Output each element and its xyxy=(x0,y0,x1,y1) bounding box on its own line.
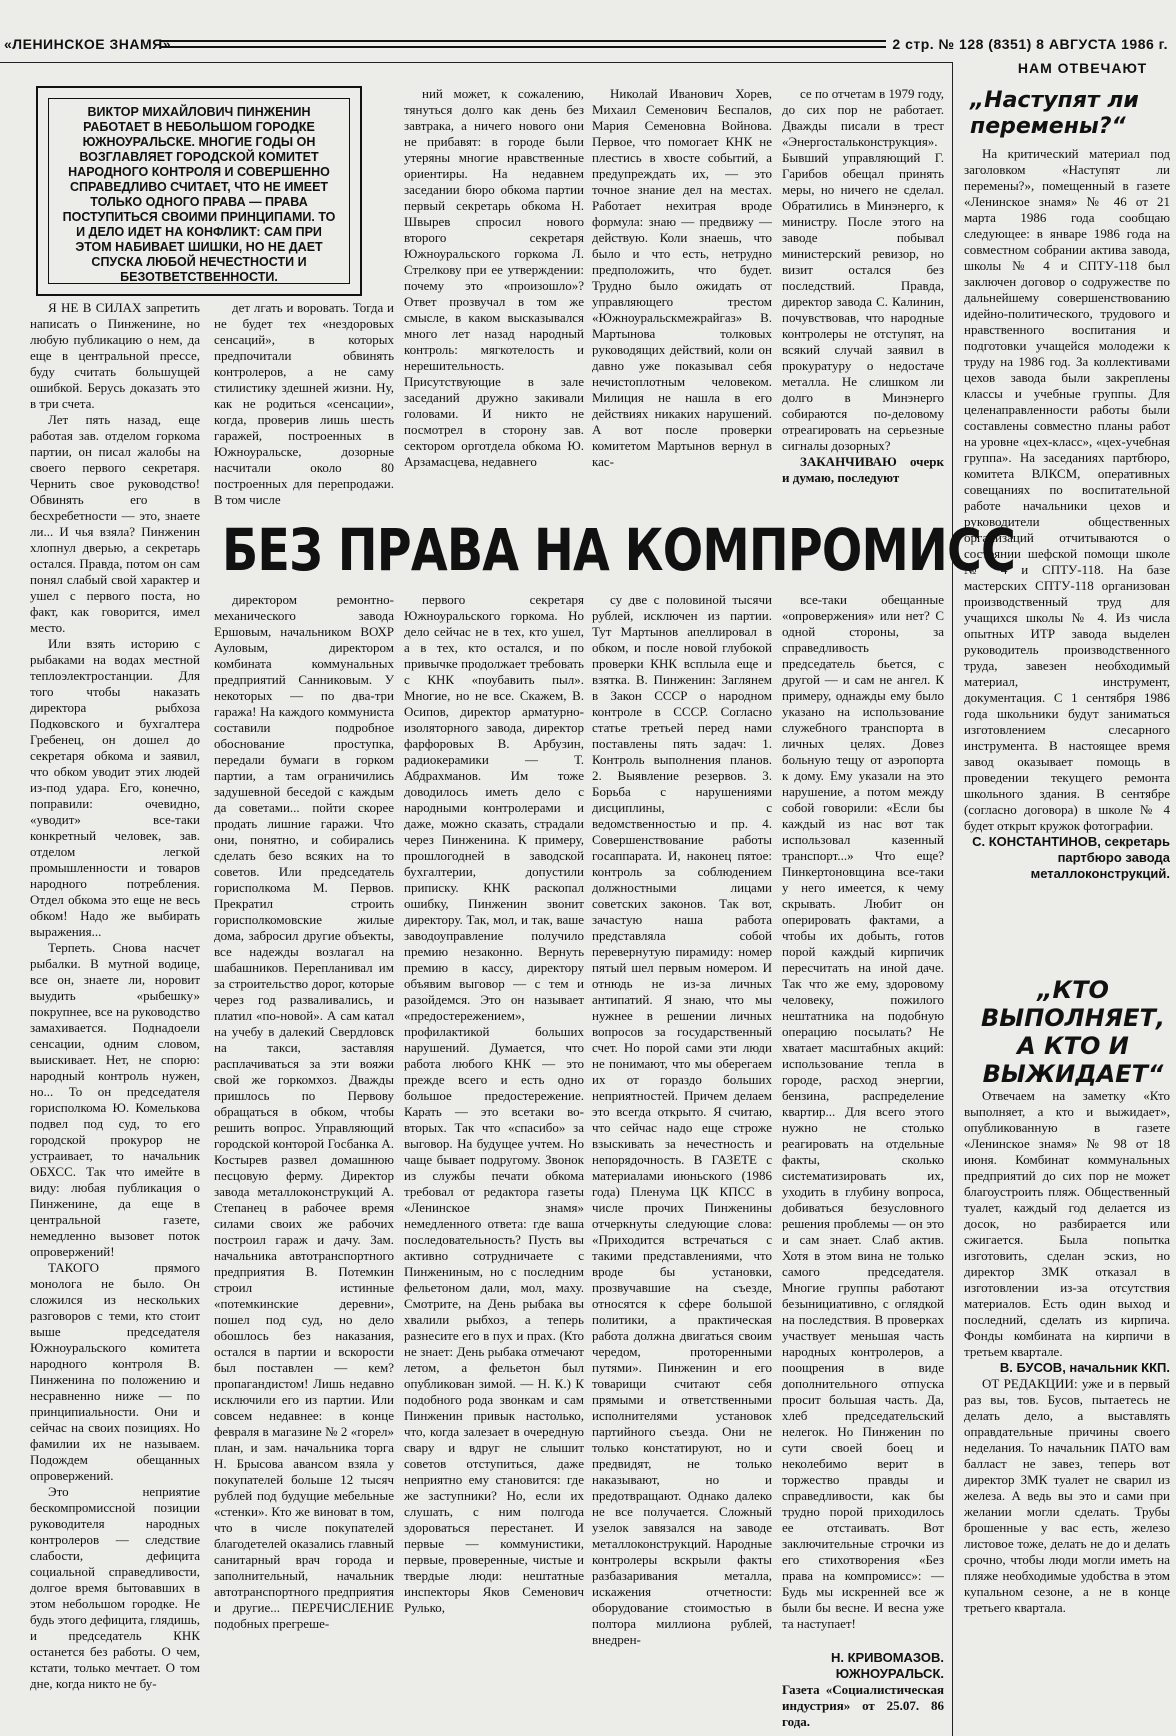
article-column-4-top xyxy=(592,86,772,506)
sidebar-paragraph: Отвечаем на заметку «Кто выполняет, а кто и выжидает», опубликованную в газете «Ленинское знамя» № 98 от 18 июня. Комбинат коммунальных предприятий до сих пор не может благоустроить пляж. Общественный туалет, каждый год делается из досок, но разбирается или сжигается. Была попытка изготовить, сделан эскиз, но директор ЗМК отказал в изготовлении из-за отсутствия материалов. Есть один выход и последний, сделать из кирпича. Фонды комбината на кирпичи в третьем квартале. xyxy=(964,1088,1170,1359)
sidebar-paragraph: На критический материал под заголовком «Наступят ли перемены?», помещенный в газете «Ленинское знамя» № 46 от 21 марта 1986 года сообщаю следующее: в январе 1986 года на совместном собрании актива завода, школы № 4 и СПТУ-118 был заключен договор о содружестве по дальнейшему совершенствованию идейно-политического, трудового и нравственного воспитания и подготовки учащейся молодежи к труду на 1986 год. За коллективами цехов завода были закреплены классы и учебные группы. Для целенаправленности работы были составлены совместно планы работ на уровне «цех-класс», «цех-учебная группа». На заседаниях партбюро, комитета ВЛКСМ, оперативных совещаниях по воспитательной работе начальники цехов и руководители общественных организаций отчитываются о состоянии шефской помощи школе № 4 и СПТУ-118. На базе мастерских СПТУ-118 организован производственный труд для учащихся школы № 4. Из числа опытных ИТР завода выделен руководитель производственного труда, завезен необходимый материал, инструмент, документация. С 1 сентября 1986 года школьники будут заниматься изготовлением слесарного инструмента. В настоящее время завод оказывает помощь в проведении текущего ремонта школьного здания. В сентябре (согласно договора) в школе № 4 будет открыт кружок фотографии. xyxy=(964,146,1170,833)
article-paragraph: ний может, к сожалению, тянуться долго как день без завтрака, а ничего нового они не прибавят: в городе были утеряны многие нравственные ориентиры. На недавнем заседании бюро обкома партии первый секретарь обкома Н. Швырев спросил нового второго секретаря Южноуральского горкома Л. Стрелкову при ее утверждении: почему это «произошло»? Ответ прозвучал в том же смысле, в каком высказывался много лет назад народный контроль: мягкотелость и нерешительность. Присутствующие в зале заседаний дружно закивали головами. И никто не посмотрел в сторону зав. сектором орготдела обкома Ю. Арзамасцева, недавнего xyxy=(404,86,584,469)
article-column-1 xyxy=(30,300,200,1736)
article-paragraph: Лет пять назад, еще работая зав. отделом горкома партии, он писал жалобы на своего первого секретаря. Чернить свое руководство! Обвинять его в бесхребетности — это, знаете ли... И чья взяла? Пинженин хлопнул дверью, а секретарь остался. Правда, потом он сам понял слабый свой характер и ушел с первого поста, но факт, как говорится, имел место. xyxy=(30,412,200,635)
article-column-5-top xyxy=(782,86,944,506)
sidebar-header: НАМ ОТВЕЧАЮТ xyxy=(1017,60,1148,76)
sidebar-title-2: „КТО ВЫПОЛНЯЕТ, А КТО И ВЫЖИДАЕТ“ xyxy=(980,976,1166,1088)
article-column-3-bottom xyxy=(404,592,584,1736)
article-paragraph: Я НЕ В СИЛАХ запретить написать о Пинженине, но любую публикацию о нем, да еще в центральной прессе, буду считать большущей ошибкой. Берусь доказать это в три счета. xyxy=(30,300,200,411)
masthead xyxy=(0,30,1176,54)
article-column-4-bottom xyxy=(592,592,772,1736)
sidebar-body-2 xyxy=(964,1088,1170,1736)
column-divider xyxy=(952,62,953,1736)
masthead-rule xyxy=(160,40,886,48)
article-paragraph: дет лгать и воровать. Тогда и не будет тех «нездоровых сенсаций», в которых предпочитали обвинять контролеров, а не саму стилистику здешней жизни. Ну, как не родиться «сенсации», когда, проверив лишь шесть гаражей, построенных в Южноуральске, дозорные насчитали около 80 построенных для перепродажи. В том числе xyxy=(214,300,394,506)
article-column-5-bottom xyxy=(782,592,944,1642)
author-signature: Н. КРИВОМАЗОВ. ЮЖНОУРАЛЬСК. xyxy=(830,1650,944,1681)
article-paragraph: все-таки обещанные «опровержения» или нет? С одной стороны, за справедливость председатель бьется, с другой — и сам не ангел. К примеру, однажды ему было указано на использование служебного транспорта в личных целях. Довез больную тещу от аэропорта к дому. Ему указали на это нарушение, а потом между собой говорили: «Если бы каждый из нас вот так использовал казенный транспорт...» Что еще? Пинкертоновщина все-таки у него имеется, к чему скрывать. Любит он оперировать фактами, а чтобы их добыть, готов порой каждый кирпичик пересчитать на иной даче. Так что же ему, здоровому человеку, пожилого нештатника на подобную операцию посылать? Не хватает масштабных акций: использование тепла в городе, расход энергии, бензина, распределение квартир... Для всего этого нужно не столько реагировать на отдельные факты, сколько систематизировать их, уходить в глубину вопроса, добиваться безусловного решения проблемы — он это и сам знает. Слаб актив. Хотя в этом вина не только самого председателя. Многие группы работают безынициативно, с оглядкой на последствия. В проверках участвует меньшая часть народных контролеров, а поощрения в виде дополнительного отпуска просит большая часть. Да, хлеб председательский нелегок. Но Пинженин по сути своей боец и неколебимо верит в торжество правды и справедливости, как бы трудно порой приходилось ее отстаивать. Вот заключительные строчки из его стихотворения «Без права на компромисс»: — Будь мы искренней все ж были бы весне. И весна уже та наступает! xyxy=(782,592,944,1631)
article-paragraph: ЗАКАНЧИВАЮ очерк и думаю, последуют xyxy=(782,454,944,485)
article-paragraph: Терпеть. Снова насчет рыбалки. В мутной водице, все он, знаете ли, норовит выудить «рыбешку» покрупнее, все на руководство замахивается. Поднадоели сенсации, одним словом, выискивает. Нет, не спорю: народный контроль нужен, но... То он председателя горисполкома Ю. Комелькова подвел под суд, то его городской прокурор не устраивает, то начальник ОБХСС. Так что имейте в виду: любая публикация о Пинженине, да еще в центральной газете, немедленно вызовет поток опровержений! xyxy=(30,940,200,1259)
top-rule xyxy=(0,62,952,63)
sidebar-title-1: „Наступят ли перемены?“ xyxy=(970,88,1139,139)
article-paragraph: Это неприятие бескомпромиссной позиции руководителя народных контролеров — следствие слабости, дефицита социальной справедливости, долгое время бытовавших в этом небольшом городке. Не будь этого дефицита, глядишь, и председатель КНК останется без работы. О чем, кстати, только мечтает. О том дне, когда никто не бу- xyxy=(30,1484,200,1691)
masthead-issue: 2 стр. № 128 (8351) 8 АВГУСТА 1986 г. xyxy=(892,36,1168,52)
headline: БЕЗ ПРАВА НА КОМПРОМИСС xyxy=(222,516,1016,584)
sidebar-signature-2: В. БУСОВ, начальник ККП. xyxy=(999,1360,1170,1375)
article-signature-block xyxy=(782,1650,944,1736)
source-note: Газета «Социалистическая индустрия» от 25.07. 86 года. xyxy=(782,1682,944,1729)
sidebar-signature-1: С. КОНСТАНТИНОВ, секретарь партбюро завода металлоконструкций. xyxy=(972,834,1170,881)
lead-box xyxy=(36,86,362,296)
article-paragraph: ТАКОГО прямого монолога не было. Он сложился из нескольких разговоров с теми, кто стоит выше председателя Южноуральского комитета народного контроля В. Пинженина по положению и несравненно ниже — по принципиальности. Они и сейчас на своих позициях. Но фамилии их не называем. Подождем обещанных опровержений. xyxy=(30,1260,200,1483)
article-column-2-bottom xyxy=(214,592,394,1736)
article-paragraph: Или взять историю с рыбаками на водах местной теплоэлектростанции. Для того чтобы наказать директора рыбхоза Подковского и бухгалтера Гребенец, он дошел до секретаря обкома и заявил, что обком уводит этих людей из-под удара. Его, конечно, поправили: очевидно, «уводит» все-таки конкретный человек, зав. отделом легкой промышленности и товаров народного потребления. Отдел обкома это еще не весь обком! Надо же выбирать выражения... xyxy=(30,636,200,939)
article-paragraph: се по отчетам в 1979 году, до сих пор не работает. Дважды писали в трест «Энергостальконструкция». Бывший управляющий Г. Гарибов обещал принять меры, но ничего не сделал. Обратились в Минэнерго, к министру. После этого на заводе побывал министерский ревизор, но визит остался без последствий. Правда, директор завода С. Калинин, почувствовав, что народные контролеры не отступят, на всякий случай заявил в прокуратуру о недостаче металла. Не слишком ли долго в Минэнерго собираются по-деловому отреагировать на серьезные сигналы дозорных? xyxy=(782,86,944,453)
article-paragraph: директором ремонтно-механического завода Ершовым, начальником ВОХР Ауловым, директором комбината коммунальных предприятий Санниковым. У некоторых — по два-три гаража! На каждого коммуниста составили подробное обоснование проступка, передали бумаги в горком партии, а там ограничились задушевной беседой с каждым да советами... пойти скорее продать лишние гаражи. Что они, понятно, и собирались сделать безо всяких на то советов. Или председатель горисполкома М. Первов. Прекратил строить горисполкомовские жилые дома, забросил другие объекты, все надежды возлагал на шабашников. Перепланивал им за строительство дорог, которые через год разваливались, и платил «по-новой». А сам катал на учебу в далекий Свердловск на такси, заставляя расплачиваться за эти вояжи свой же горкомхоз. Дважды пришлось по Первову обращаться в обком, чтобы решить вопрос. Управляющий городской конторой Госбанка А. Костырев развел домашнюю песцовую ферму. Директор завода металлоконструкций А. Степанец в рабочее время силами своих же рабочих построил гараж и дачу. Зам. начальника автотранспортного предприятия В. Потемкин строил истинные «потемкинские деревни», пошел под суд, но дело обошлось без наказания, остался в партии и вскорости был поставлен — кем? пропагандистом! Лишь недавно исключили его из партии. Или совсем недавнее: в конце февраля в магазине № 2 «горел» план, и зам. начальника торга Н. Брысова авансом взяла у покупателей больше 12 тысяч рублей под будущие мебельные «стенки». Кто же виноват в том, что в числе покупателей благодетелей оказались главный санитарный врач города и заполнительный, начальник автотранспортного предприятия и другие... ПЕРЕЧИСЛЕНИЕ подобных прегреше- xyxy=(214,592,394,1631)
article-paragraph: Николай Иванович Хорев, Михаил Семенович Беспалов, Мария Семеновна Войнова. Первое, что помогает КНК не плестись в хвосте событий, а предупреждать их, — это точное знание дел на местах. Работает нехитрая вроде формула: знаю — предвижу — действую. Коли знаешь, что было и что есть, нетрудно предположить, что будет. Трудно было ожидать от управляющего трестом «Южноуральскмежрайгаз» В. Мартынова толковых руководящих действий, коли он давно уже показывал себя нечистоплотным человеком. Милиция не нашла в его действиях никаких нарушений. А вот после проверки комитетом Мартынов вернул в кас- xyxy=(592,86,772,469)
article-column-3-top xyxy=(404,86,584,506)
sidebar-body-1 xyxy=(964,146,1170,922)
lead-text: ВИКТОР МИХАЙЛОВИЧ ПИНЖЕНИН РАБОТАЕТ В НЕБОЛЬШОМ ГОРОДКЕ ЮЖНОУРАЛЬСКЕ. МНОГИЕ ГОДЫ ОН ВОЗГЛАВЛЯЕТ ГОРОДСКОЙ КОМИТЕТ НАРОДНОГО КОНТРОЛЯ И СОВЕРШЕННО СПРАВЕДЛИВО СЧИТАЕТ, ЧТО НЕ ИМЕЕТ ТОЛЬКО ОДНОГО ПРАВА — ПРАВА ПОСТУПИТЬСЯ СВОИМИ ПРИНЦИПАМИ. ТО И ДЕЛО ИДЕТ НА КОНФЛИКТ: САМ ПРИ ЭТОМ НАБИВАЕТ ШИШКИ, НО НЕ ДАЕТ СПУСКА ЛЮБОЙ НЕЧЕСТНОСТИ И БЕЗОТВЕТСТВЕННОСТИ. xyxy=(48,98,350,284)
article-paragraph: первого секретаря Южноуральского горкома. Но дело сейчас не в тех, кто ушел, а в тех, кто остался, и по привычке продолжает требовать с КНК «поубавить пыл». Многие, но не все. Скажем, В. Осипов, директор арматурно-изоляторного завода, директор фарфоровых В. Арбузин, радиокерамики — Т. Абдрахманов. Им тоже доводилось иметь дело с народными контролерами и даже, можно сказать, страдали через Пинженина. К примеру, прошлогодней в заводской бухгалтерии, допустили приписку. КНК раскопал ошибку, Пинженин звонит директору. Так, мол, и так, ваше заводоуправление получило премию незаконно. Вернуть премию в кассу, директору объявим выговор — с тем и разойдемся. Это он называет «предостережением», профилактикой больших нарушений. Думается, что работа любого КНК — это прежде всего и есть одно большое предостережение. Карать — это всетаки во-вторых. Так что «спасибо» за выговор. На будущее учтем. Но чаще бывает подругому. Звонок из службы печати обкома требовал от редактора газеты «Ленинское знамя» немедленного ответа: где ваша последовательность? Пусть вы активно сотрудничаете с Пинжениным, но с последним фельетоном дали, мол, маху. Смотрите, на День рыбака вы хвалили рыбхоз, а теперь разнесите его в пух и прах. (Кто не знает: День рыбака отмечают летом, а фельетон был опубликован зимой. — Н. К.) К подобного рода звонкам и сам Пинженин привык настолько, что, когда залезает в очередную свару и вдруг не слышит советов отступиться, даже неприятно ему становится: где же заступники? Но, если их слушать, с ним полгода здороваться перестанет. И первые — коммунистики, первые, проверенные, чистые и твердые люди: нештатные инспекторы Яков Семенович Рулько, xyxy=(404,592,584,1615)
article-column-2-top xyxy=(214,300,394,506)
article-paragraph: су две с половиной тысячи рублей, исключен из партии. Тут Мартынов апеллировал в обком, и после новой глубокой проверки КНК всплыла еще и взятка. В. Пинженин: Заглянем в Закон СССР о народном контроле в СССР. Согласно статье третьей перед нами поставлены пять задач: 1. Контроль выполнения планов. 2. Выявление резервов. 3. Борьба с нарушениями дисциплины, с ведомственностью и пр. 4. Совершенствование работы госаппарата. И, наконец пятое: контроль за соблюдением должностными лицами советских законов. Так вот, зачастую наша работа представляла собой перевернутую пирамиду: номер пятый шел первым номером. И отнюдь не из-за личных антипатий. Я знаю, что мы нужнее в решении личных вопросов за государственный счет. Но порой сами эти люди не понимают, что мы оберегаем их от гораздо больших неприятностей. Причем делаем это всегда открыто. Я считаю, что сейчас надо еще строже взыскивать за нечестность и непорядочность. В ГАЗЕТЕ с материалами июньского (1986 года) Пленума ЦК КПСС в числе прочих Пинженины отчеркнуты следующие слова: «Приходится встречаться с такими представлениями, что вроде бы установки, прозвучавшие на съезде, относятся к сфере большой политики, а практическая работа должна двигаться своим чередом, проторенными путями». Пинженин и его товарищи считают себя прямыми и ответственными исполнителями установок партийного съезда. Они не только констатируют, но и предвидят, не только наказывают, но и предотвращают. Однако далеко не все получается. Сложный узелок завязался на заводе металлоконструкций. Народные контролеры вскрыли факты разбазаривания металла, искажения отчетности: оборудование стоимостью в полтора миллиона рублей, внедрен- xyxy=(592,592,772,1647)
masthead-title: «ЛЕНИНСКОЕ ЗНАМЯ» xyxy=(4,36,172,52)
editor-note: ОТ РЕДАКЦИИ: уже и в первый раз вы, тов. Бусов, пытаетесь не делать дело, а выставлять оправдательные причины своего неделания. То начальник ПАТО вам балласт не завез, теперь вот директор ЗМК туалет не сварил из железа. А ведь вы это и сами при желании могли сделать. Трубы брошенные у вас есть, железо листовое тоже, делать не до и делать срочно, чтобы люди могли иметь на пляже необходимые удобства в этом купальном сезоне, а не в конце третьего квартала. xyxy=(964,1376,1170,1615)
